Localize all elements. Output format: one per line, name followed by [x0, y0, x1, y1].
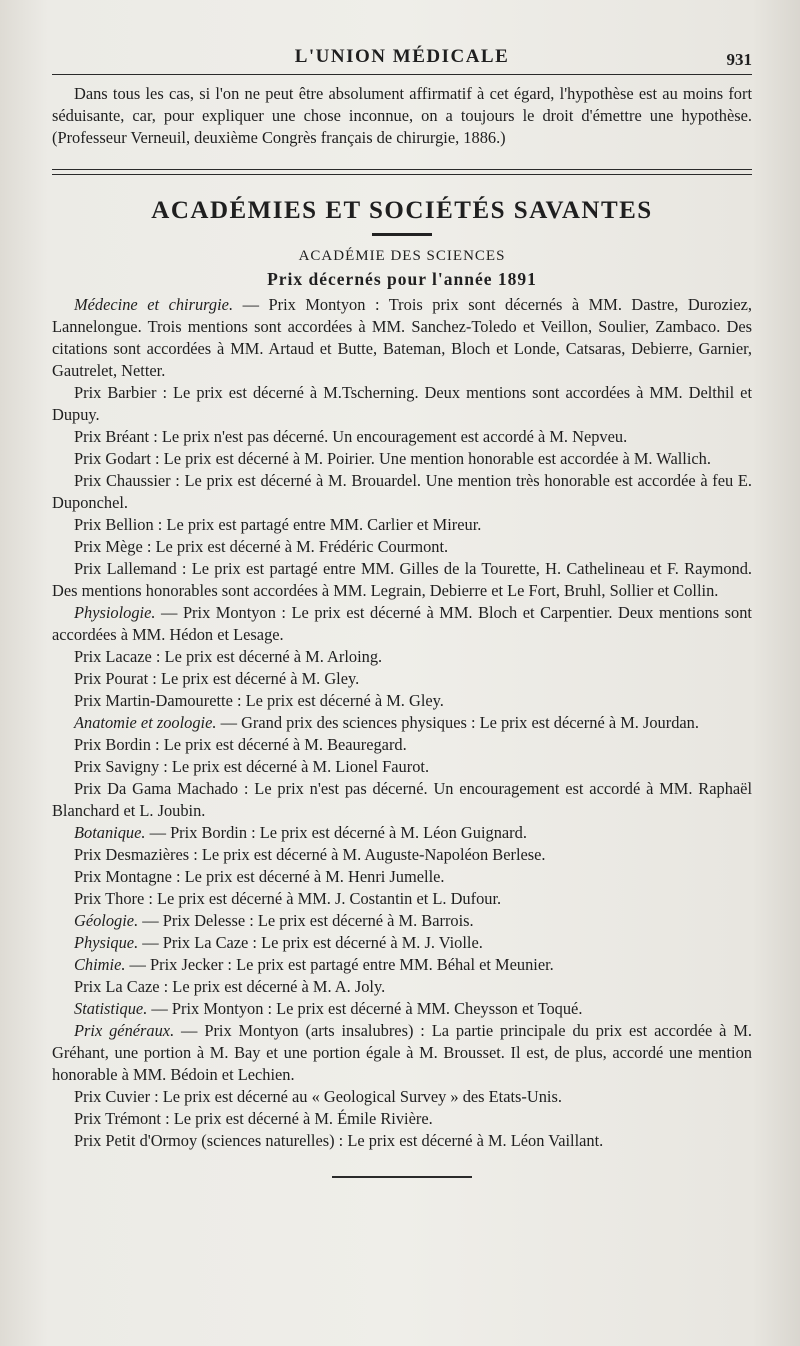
entry-text: Prix La Caze : Le prix est décerné à M. A. Joly. [74, 977, 386, 996]
entry-text: Prix Bréant : Le prix n'est pas décerné. Un encouragement est accordé à M. Nepveu. [74, 427, 628, 446]
entry-text: Prix Trémont : Le prix est décerné à M. Émile Rivière. [74, 1109, 433, 1128]
prize-entry [52, 558, 752, 602]
prize-entry [52, 1130, 752, 1152]
section-subtitle: ACADÉMIE DES SCIENCES [298, 248, 506, 264]
entry-text: — Prix Jecker : Le prix est partagé entre MM. Béhal et Meunier. [125, 955, 554, 974]
entry-text: Prix Desmazières : Le prix est décerné à M. Auguste-Napoléon Berlese. [74, 845, 546, 864]
entry-text: Prix Bordin : Le prix est décerné à M. Beauregard. [74, 735, 407, 754]
section-title: ACADÉMIES ET SOCIÉTÉS SAVANTES [151, 197, 653, 224]
prize-entry [52, 668, 752, 690]
prize-entry [52, 734, 752, 756]
prize-entry [52, 448, 752, 470]
prize-entry [52, 844, 752, 866]
entry-text: — Prix Montyon : Le prix est décerné à MM. Cheysson et Toqué. [147, 999, 583, 1018]
entry-text: Prix Chaussier : Le prix est décerné à M. Brouardel. Une mention très honorable est accordée à feu E. Duponchel. [52, 471, 752, 512]
title-underline [372, 233, 432, 236]
entry-text: — Prix Delesse : Le prix est décerné à M. Barrois. [138, 911, 474, 930]
category-label: Géologie. [74, 911, 139, 930]
running-head: L'UNION MÉDICALE [294, 46, 510, 67]
entry-text: Prix Bellion : Le prix est partagé entre MM. Carlier et Mireur. [74, 515, 482, 534]
prize-entry [52, 1020, 752, 1086]
prize-entry [52, 888, 752, 910]
entry-text: Prix Barbier : Le prix est décerné à M.Tscherning. Deux mentions sont accordées à MM. Delthil et Dupuy. [52, 383, 752, 424]
entry-text: Prix Martin-Damourette : Le prix est décerné à M. Gley. [74, 691, 444, 710]
entry-text: — Prix La Caze : Le prix est décerné à M. J. Violle. [138, 933, 483, 952]
entry-text: Prix Mège : Le prix est décerné à M. Frédéric Courmont. [74, 537, 449, 556]
prize-entry [52, 910, 752, 932]
entry-text: — Prix Montyon (arts insalubres) : La partie principale du prix est accordée à M. Gréhant, une portion à M. Bay et une portion égale à M. Brousset. Il est, de plus, accordé une mention honorable à MM. Bédoin et Lechien. [52, 1021, 752, 1084]
entry-text: Prix Cuvier : Le prix est décerné au « Geological Survey » des Etats-Unis. [74, 1087, 562, 1106]
entry-text: — Prix Montyon : Trois prix sont décernés à MM. Dastre, Duroziez, Lannelongue. Trois mentions sont accordées à MM. Sanchez-Toledo et Veillon, Soulier, Zambaco. Des citations sont accordées à MM. Artaud et Butte, Bateman, Bloch et Londe, Catsaras, Debierre, Garnier, Gautrelet, Netter. [52, 295, 752, 380]
entry-text: Prix Montagne : Le prix est décerné à M. Henri Jumelle. [74, 867, 445, 886]
prize-entry [52, 1086, 752, 1108]
prize-entry [52, 712, 752, 734]
category-label: Médecine et chirurgie. [74, 295, 234, 314]
prize-entry [52, 778, 752, 822]
prize-entry [52, 294, 752, 382]
footer-rule [332, 1176, 472, 1178]
prize-entry [52, 954, 752, 976]
entry-text: Prix Lallemand : Le prix est partagé entre MM. Gilles de la Tourette, H. Cathelineau et F. Raymond. Des mentions honorables sont accordées à MM. Legrain, Debierre et Le Fort, Bruhl, Sollier et Collin. [52, 559, 752, 600]
prize-entry [52, 536, 752, 558]
category-label: Botanique. [74, 823, 146, 842]
entry-text: — Grand prix des sciences physiques : Le prix est décerné à M. Jourdan. [216, 713, 699, 732]
entry-text: Prix Savigny : Le prix est décerné à M. Lionel Faurot. [74, 757, 430, 776]
page-header [52, 40, 752, 74]
prize-entry [52, 514, 752, 536]
entry-text: Prix Thore : Le prix est décerné à MM. J. Costantin et L. Dufour. [74, 889, 502, 908]
category-label: Physique. [74, 933, 139, 952]
entry-text: Prix Pourat : Le prix est décerné à M. Gley. [74, 669, 360, 688]
entry-text: — Prix Bordin : Le prix est décerné à M. Léon Guignard. [145, 823, 527, 842]
category-label: Chimie. [74, 955, 126, 974]
category-label: Statistique. [74, 999, 148, 1018]
prize-entry [52, 602, 752, 646]
prize-heading: Prix décernés pour l'année 1891 [267, 269, 537, 289]
section-divider [52, 169, 752, 175]
prize-entry [52, 426, 752, 448]
entry-text: Prix Godart : Le prix est décerné à M. Poirier. Une mention honorable est accordée à M. Wallich. [74, 449, 711, 468]
entry-text: Prix Lacaze : Le prix est décerné à M. Arloing. [74, 647, 383, 666]
prize-entry [52, 976, 752, 998]
prize-entry [52, 1108, 752, 1130]
header-rule [52, 74, 752, 75]
category-label: Physiologie. [74, 603, 156, 622]
entry-text: — Prix Montyon : Le prix est décerné à MM. Bloch et Carpentier. Deux mentions sont accordées à MM. Hédon et Lesage. [52, 603, 752, 644]
category-label: Prix généraux. [74, 1021, 175, 1040]
prize-entry [52, 690, 752, 712]
prize-entry [52, 822, 752, 844]
prize-entry [52, 998, 752, 1020]
entry-text: Prix Petit d'Ormoy (sciences naturelles) : Le prix est décerné à M. Léon Vaillant. [74, 1131, 604, 1150]
entry-text: Prix Da Gama Machado : Le prix n'est pas décerné. Un encouragement est accordé à MM. Raphaël Blanchard et L. Joubin. [52, 779, 752, 820]
category-label: Anatomie et zoologie. [74, 713, 217, 732]
prize-entry [52, 470, 752, 514]
intro-paragraph: Dans tous les cas, si l'on ne peut être absolument affirmatif à cet égard, l'hypothèse est au moins fort séduisante, car, pour expliquer une chose inconnue, on a toujours le droit d'émettre une hypothèse. (Professeur Verneuil, deuxième Congrès français de chirurgie, 1886.) [52, 84, 752, 147]
prize-entry [52, 932, 752, 954]
page-number: 931 [726, 50, 752, 69]
prize-entry [52, 646, 752, 668]
prize-entries [52, 294, 752, 1152]
prize-entry [52, 756, 752, 778]
prize-entry [52, 382, 752, 426]
prize-entry [52, 866, 752, 888]
